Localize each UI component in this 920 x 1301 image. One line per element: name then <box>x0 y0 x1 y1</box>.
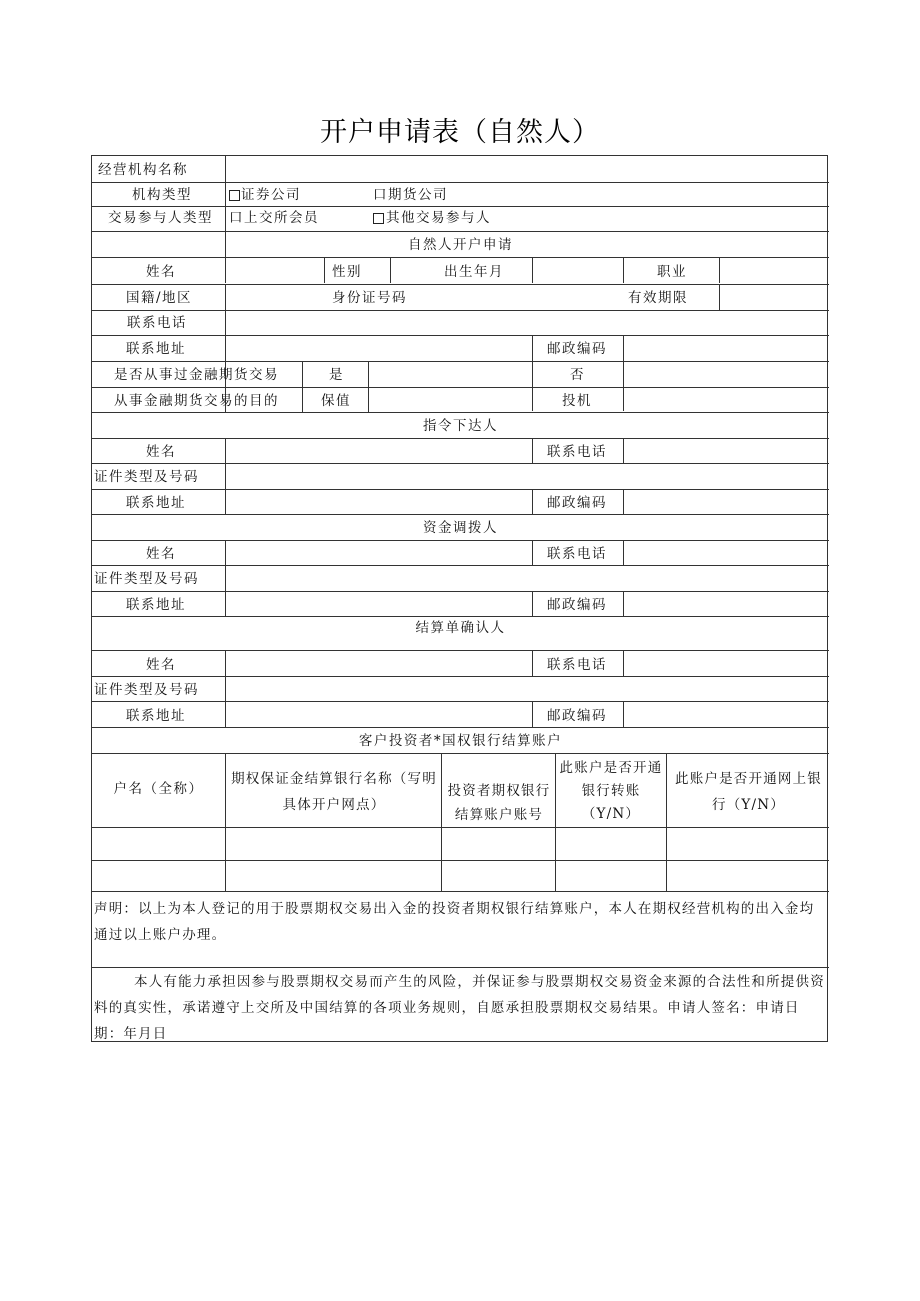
speculate-option[interactable]: 投机 <box>562 393 592 409</box>
section-address-label: 联系地址 <box>126 708 186 724</box>
section-name-label: 姓名 <box>146 657 176 673</box>
validity-label: 有效期限 <box>628 290 688 306</box>
other-participant-option: 其他交易参与人 <box>386 210 491 226</box>
col-bank-name: 期权保证金结算银行名称（写明具体开户网点） <box>231 771 437 813</box>
id-number-label: 身份证号码 <box>332 290 407 306</box>
hedge-option[interactable]: 保值 <box>321 393 351 409</box>
page-title: 开户申请表（自然人） <box>320 117 600 148</box>
declaration-text: 声明：以上为本人登记的用于股票期权交易出入金的投资者期权银行结算账户，本人在期权经营机构的出入金均通过以上账户办理。 <box>94 901 815 943</box>
org-name-label: 经营机构名称 <box>98 162 188 178</box>
col-account-number: 投资者期权银行结算账户账号 <box>447 783 551 823</box>
section-zip-label: 邮政编码 <box>547 597 607 613</box>
zip-label: 邮政编码 <box>547 341 607 357</box>
section-header: 资金调拨人 <box>423 520 498 536</box>
name-label: 姓名 <box>146 264 176 280</box>
commitment-text: 本人有能力承担因参与股票期权交易而产生的风险，并保证参与股票期权交易资金来源的合法性和所提供资料的真实性，承诺遵守上交所及中国结算的各项业务规则，自愿承担股票期权交易结果。申请人签名：申请日期：年月日 <box>94 974 825 1042</box>
address-label: 联系地址 <box>126 341 186 357</box>
birth-label: 出生年月 <box>444 264 504 280</box>
section-zip-label: 邮政编码 <box>547 495 607 511</box>
col-bank-transfer: 此账户是否开通银行转账（Y/N） <box>559 760 663 822</box>
sse-member-option[interactable]: 口上交所会员 <box>229 210 319 226</box>
securities-option: 证券公司 <box>241 187 301 203</box>
section-phone-label: 联系电话 <box>547 657 607 673</box>
occupation-label: 职业 <box>657 264 687 280</box>
other-participant-checkbox[interactable] <box>373 213 384 224</box>
section-header: 指令下达人 <box>423 418 498 434</box>
purpose-label: 从事金融期货交易的目的 <box>114 393 279 409</box>
section-phone-label: 联系电话 <box>547 444 607 460</box>
application-form <box>91 155 828 1042</box>
section-id-label: 证件类型及号码 <box>94 682 199 698</box>
nationality-label: 国籍/地区 <box>126 290 193 306</box>
section-address-label: 联系地址 <box>126 495 186 511</box>
section-zip-label: 邮政编码 <box>547 708 607 724</box>
org-type-label: 机构类型 <box>132 187 192 203</box>
section-phone-label: 联系电话 <box>547 546 607 562</box>
section-address-label: 联系地址 <box>126 597 186 613</box>
section-id-label: 证件类型及号码 <box>94 571 199 587</box>
futures-option[interactable]: 口期货公司 <box>373 187 448 203</box>
yes-option[interactable]: 是 <box>329 367 344 383</box>
no-option[interactable]: 否 <box>570 367 585 383</box>
col-online-banking: 此账户是否开通网上银行（Y/N） <box>675 771 822 813</box>
bank-header: 客户投资者*国权银行结算账户 <box>358 733 563 749</box>
securities-checkbox[interactable] <box>229 190 240 201</box>
engaged-label: 是否从事过金融期货交易 <box>114 367 279 383</box>
participant-type-label: 交易参与人类型 <box>108 210 213 226</box>
section-header: 结算单确认人 <box>415 620 506 636</box>
gender-label: 性别 <box>332 264 362 280</box>
section-name-label: 姓名 <box>146 546 176 562</box>
natural-person-header: 自然人开户申请 <box>408 237 513 253</box>
section-name-label: 姓名 <box>146 444 176 460</box>
section-id-label: 证件类型及号码 <box>94 469 199 485</box>
col-account-name: 户名（全称） <box>113 781 204 797</box>
phone-label: 联系电话 <box>127 315 187 331</box>
